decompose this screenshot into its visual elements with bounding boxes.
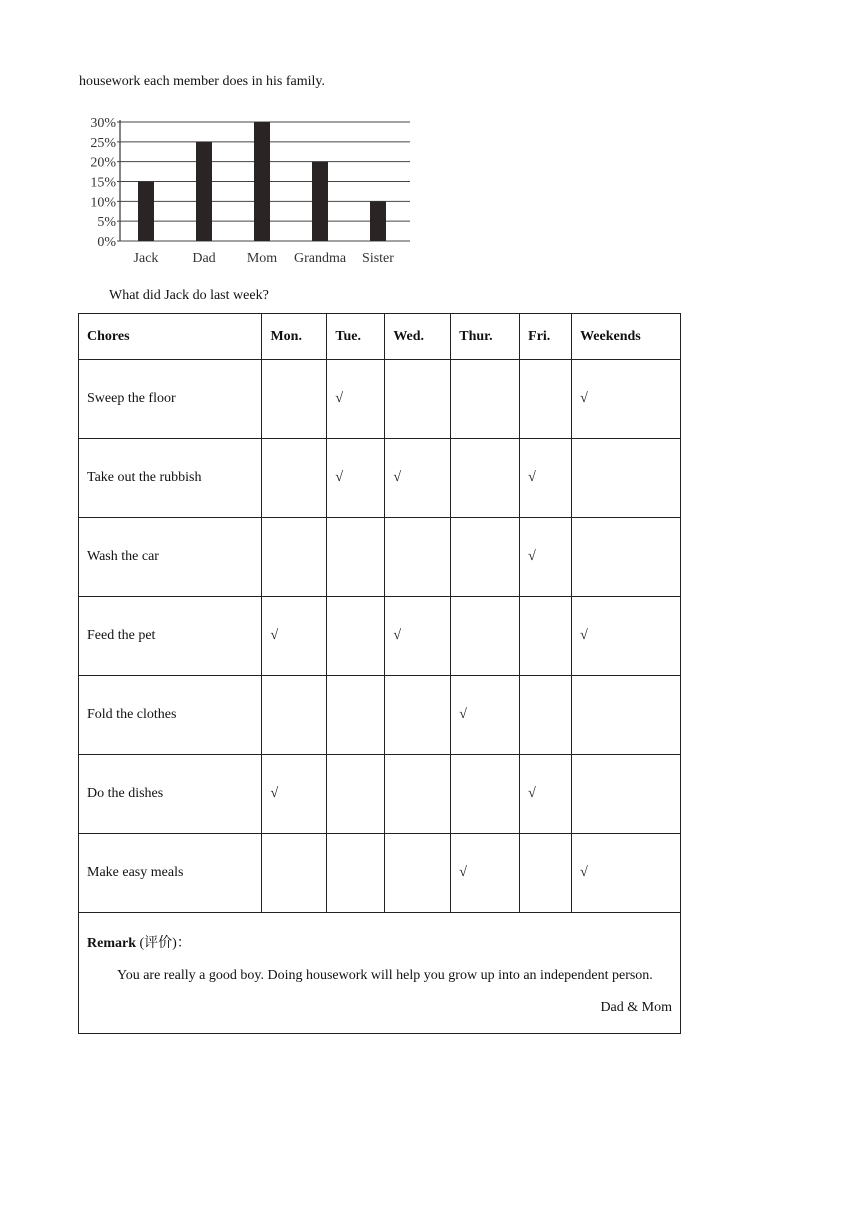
table-row	[79, 597, 681, 676]
chore-name: Wash the car	[79, 518, 262, 597]
day-mark: √	[385, 439, 451, 518]
day-mark	[572, 518, 681, 597]
day-mark: √	[572, 597, 681, 676]
day-mark: √	[327, 360, 385, 439]
day-mark: √	[385, 597, 451, 676]
table-row	[79, 834, 681, 913]
remark-text: You are really a good boy. Doing housework will help you grow up into an independent person.	[117, 968, 653, 983]
day-mark	[451, 518, 520, 597]
y-tick-label: 5%	[97, 215, 116, 231]
y-tick-label: 15%	[90, 175, 116, 191]
y-tick-label: 20%	[90, 155, 116, 171]
day-mark	[262, 676, 327, 755]
remark-heading	[87, 929, 672, 959]
x-tick-label: Sister	[362, 251, 394, 266]
table-row	[79, 439, 681, 518]
day-mark	[520, 597, 572, 676]
housework-bar-chart	[84, 108, 414, 270]
day-mark	[385, 360, 451, 439]
day-mark: √	[572, 834, 681, 913]
day-mark	[520, 834, 572, 913]
y-tick-label: 10%	[90, 195, 116, 211]
day-mark	[451, 755, 520, 834]
day-mark	[327, 834, 385, 913]
header-chores: Chores	[79, 314, 262, 360]
day-mark	[385, 755, 451, 834]
day-mark	[327, 518, 385, 597]
day-mark: √	[520, 755, 572, 834]
day-mark: √	[262, 597, 327, 676]
day-mark	[572, 755, 681, 834]
day-mark	[262, 439, 327, 518]
day-mark	[385, 834, 451, 913]
x-tick-label: Dad	[192, 251, 216, 266]
y-tick-label: 25%	[90, 135, 116, 151]
day-mark	[385, 518, 451, 597]
day-mark: √	[572, 360, 681, 439]
intro-text: housework each member does in his family.	[79, 74, 325, 89]
bar	[370, 201, 386, 241]
day-mark	[520, 360, 572, 439]
y-tick-label: 30%	[90, 116, 116, 131]
day-mark: √	[451, 834, 520, 913]
chore-name: Fold the clothes	[79, 676, 262, 755]
chore-name: Do the dishes	[79, 755, 262, 834]
day-mark: √	[520, 518, 572, 597]
remark-label: Remark	[87, 936, 136, 951]
day-mark	[572, 439, 681, 518]
table-row	[79, 518, 681, 597]
header-tue: Tue.	[327, 314, 385, 360]
day-mark: √	[262, 755, 327, 834]
table-row	[79, 360, 681, 439]
remark-cell	[79, 913, 681, 1034]
day-mark	[451, 439, 520, 518]
header-mon: Mon.	[262, 314, 327, 360]
header-fri: Fri.	[520, 314, 572, 360]
day-mark	[520, 676, 572, 755]
x-tick-label: Jack	[133, 251, 159, 266]
chore-name: Take out the rubbish	[79, 439, 262, 518]
table-row	[79, 755, 681, 834]
header-wed: Wed.	[385, 314, 451, 360]
day-mark	[327, 755, 385, 834]
bar	[254, 122, 270, 241]
day-mark	[385, 676, 451, 755]
bar	[196, 142, 212, 241]
header-weekends: Weekends	[572, 314, 681, 360]
chore-name: Sweep the floor	[79, 360, 262, 439]
remark-signature: Dad & Mom	[600, 1000, 672, 1015]
x-tick-label: Grandma	[293, 251, 347, 266]
day-mark	[451, 597, 520, 676]
question-text: What did Jack do last week?	[109, 288, 269, 303]
table-row	[79, 676, 681, 755]
header-thur: Thur.	[451, 314, 520, 360]
table-header-row	[79, 314, 681, 360]
day-mark: √	[520, 439, 572, 518]
day-mark	[572, 676, 681, 755]
chore-name: Feed the pet	[79, 597, 262, 676]
x-tick-label: Mom	[246, 251, 278, 266]
chores-table	[78, 313, 681, 1034]
day-mark	[262, 518, 327, 597]
remark-row	[79, 913, 681, 1034]
day-mark	[327, 676, 385, 755]
chore-name: Make easy meals	[79, 834, 262, 913]
bar	[138, 182, 154, 242]
day-mark: √	[451, 676, 520, 755]
day-mark	[262, 834, 327, 913]
day-mark: √	[327, 439, 385, 518]
y-tick-label: 0%	[97, 235, 116, 250]
day-mark	[327, 597, 385, 676]
day-mark	[451, 360, 520, 439]
remark-label-suffix: (评价)：	[136, 936, 191, 951]
bar	[312, 162, 328, 241]
day-mark	[262, 360, 327, 439]
